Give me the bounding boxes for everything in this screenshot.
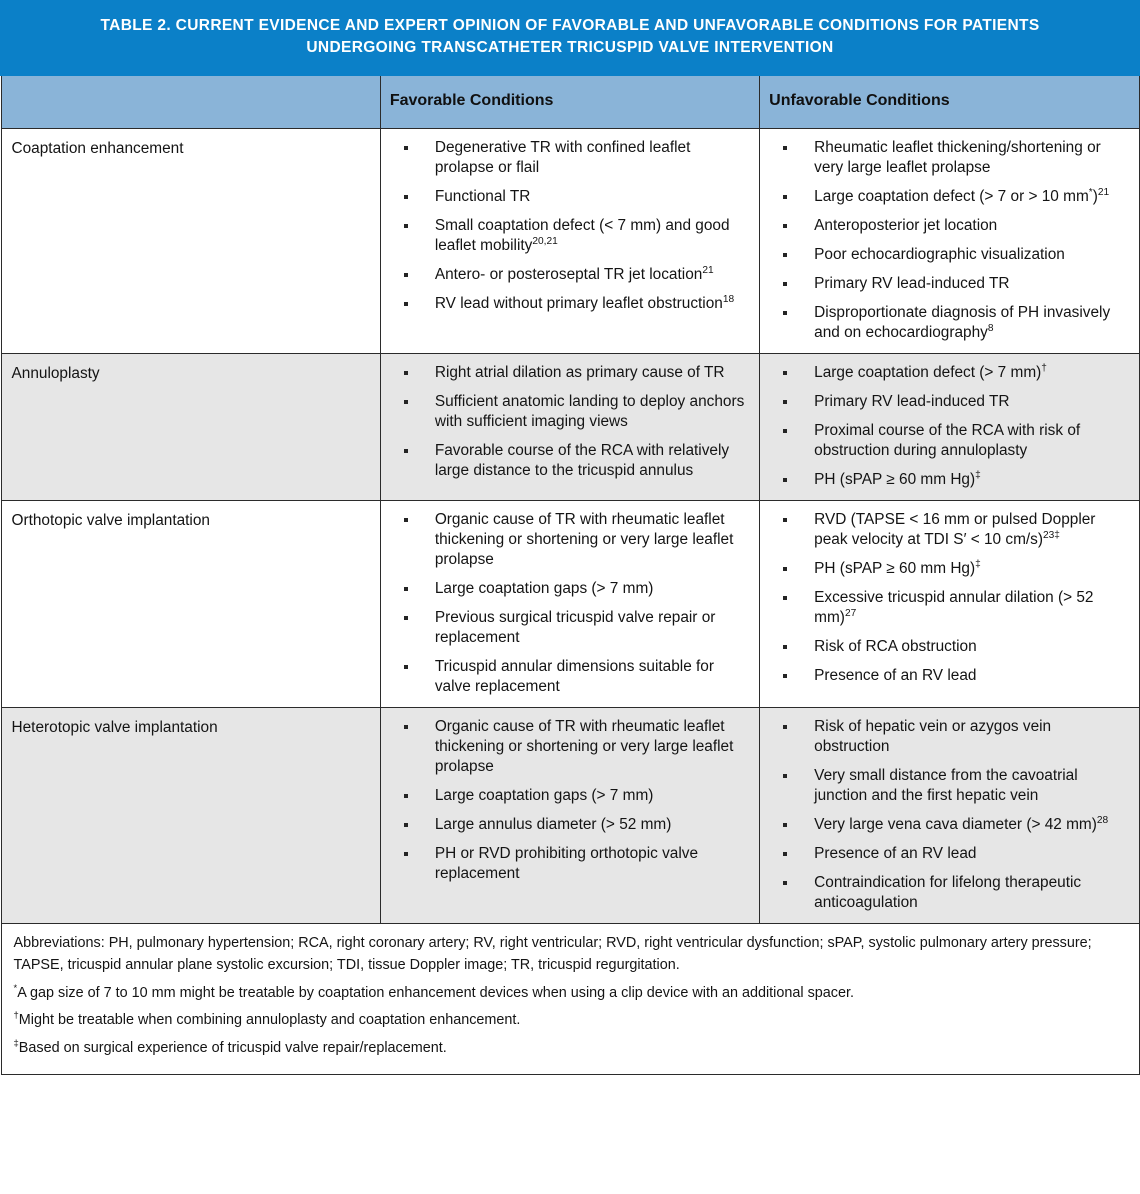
title-row	[1, 1, 1139, 75]
footnote-double-dagger: ‡Based on surgical experience of tricuspid valve repair/replacement.	[13, 1038, 447, 1056]
list-item: Contraindication for lifelong therapeutic anticoagulation	[766, 873, 1128, 913]
list-item: PH (sPAP ≥ 60 mm Hg)‡	[766, 470, 1128, 490]
footnote-asterisk: *A gap size of 7 to 10 mm might be treatable by coaptation enhancement devices when using a clip device with an additional spacer.	[13, 982, 854, 1001]
unfavorable-cell	[760, 354, 1139, 501]
table-row	[1, 129, 1139, 354]
footnotes-cell	[1, 924, 1139, 1074]
list-item: Tricuspid annular dimensions suitable for valve replacement	[387, 657, 749, 697]
unfavorable-cell	[760, 501, 1139, 708]
footnote-dagger: †Might be treatable when combining annuloplasty and coaptation enhancement.	[13, 1010, 521, 1029]
favorable-cell	[380, 501, 759, 708]
row-label: Orthotopic valve implantation	[1, 501, 380, 708]
unfavorable-list	[766, 138, 1128, 343]
list-item: Primary RV lead-induced TR	[766, 392, 1128, 412]
column-header-blank	[1, 75, 380, 129]
list-item: Large coaptation gaps (> 7 mm)	[387, 579, 749, 599]
unfavorable-list	[766, 717, 1128, 913]
table-row	[1, 354, 1139, 501]
list-item: Small coaptation defect (< 7 mm) and good leaflet mobility$^{20,21}$	[387, 216, 749, 256]
favorable-cell	[380, 129, 759, 354]
list-item: Functional TR	[387, 187, 749, 207]
list-item: Sufficient anatomic landing to deploy anchors with sufficient imaging views	[387, 392, 749, 432]
list-item: RVD (TAPSE < 16 mm or pulsed Doppler peak velocity at TDI S′ < 10 cm/s)$^{23\ddagger}$	[766, 510, 1128, 550]
favorable-list	[387, 717, 749, 884]
list-item: Organic cause of TR with rheumatic leaflet thickening or shortening or very large leaflet prolapse	[387, 510, 749, 570]
list-item: Very small distance from the cavoatrial junction and the first hepatic vein	[766, 766, 1128, 806]
list-item: Right atrial dilation as primary cause of TR	[387, 363, 749, 383]
row-label: Heterotopic valve implantation	[1, 708, 380, 924]
table-title-line-1: TABLE 2. CURRENT EVIDENCE AND EXPERT OPINION OF FAVORABLE AND UNFAVORABLE CONDITIONS FOR PATIENTS	[100, 17, 1040, 34]
list-item: PH or RVD prohibiting orthotopic valve replacement	[387, 844, 749, 884]
table-title-line-2: UNDERGOING TRANSCATHETER TRICUSPID VALVE INTERVENTION	[306, 39, 834, 56]
favorable-list	[387, 138, 749, 314]
unfavorable-list	[766, 510, 1128, 686]
list-item: Presence of an RV lead	[766, 666, 1128, 686]
row-label: Annuloplasty	[1, 354, 380, 501]
list-item: Large coaptation gaps (> 7 mm)	[387, 786, 749, 806]
table-row	[1, 708, 1139, 924]
column-header-row	[1, 75, 1139, 129]
list-item: Large coaptation defect (> 7 or > 10 mm*)$^{21}$	[766, 187, 1128, 207]
list-item: Antero- or posteroseptal TR jet location$^{21}$	[387, 265, 749, 285]
favorable-cell	[380, 708, 759, 924]
list-item: Rheumatic leaflet thickening/shortening or very large leaflet prolapse	[766, 138, 1128, 178]
table-title	[1, 1, 1139, 75]
list-item: Primary RV lead-induced TR	[766, 274, 1128, 294]
unfavorable-cell	[760, 708, 1139, 924]
list-item: Organic cause of TR with rheumatic leaflet thickening or shortening or very large leaflet prolapse	[387, 717, 749, 777]
list-item: Excessive tricuspid annular dilation (> 52 mm)$^{27}$	[766, 588, 1128, 628]
list-item: Anteroposterior jet location	[766, 216, 1128, 236]
list-item: Proximal course of the RCA with risk of obstruction during annuloplasty	[766, 421, 1128, 461]
list-item: Presence of an RV lead	[766, 844, 1128, 864]
list-item: Degenerative TR with confined leaflet prolapse or flail	[387, 138, 749, 178]
list-item: Large annulus diameter (> 52 mm)	[387, 815, 749, 835]
list-item: Risk of hepatic vein or azygos vein obstruction	[766, 717, 1128, 757]
table-body	[1, 1, 1139, 1074]
list-item: Previous surgical tricuspid valve repair or replacement	[387, 608, 749, 648]
favorable-cell	[380, 354, 759, 501]
footnote-abbreviations: Abbreviations: PH, pulmonary hypertension; RCA, right coronary artery; RV, right ventricular; RVD, right ventricular dysfunction; sPAP, systolic pulmonary artery pressure; TAPSE, tricuspid annular plane systolic excursion; TDI, tissue Doppler image; TR, tricuspid regurgitation.	[13, 935, 1092, 974]
column-header-favorable: Favorable Conditions	[380, 75, 759, 129]
list-item: Risk of RCA obstruction	[766, 637, 1128, 657]
table-row	[1, 501, 1139, 708]
list-item: Poor echocardiographic visualization	[766, 245, 1128, 265]
list-item: Large coaptation defect (> 7 mm)†	[766, 363, 1128, 383]
unfavorable-list	[766, 363, 1128, 490]
list-item: Very large vena cava diameter (> 42 mm)$^{28}$	[766, 815, 1128, 835]
row-label: Coaptation enhancement	[1, 129, 380, 354]
unfavorable-cell	[760, 129, 1139, 354]
favorable-list	[387, 363, 749, 481]
column-header-unfavorable: Unfavorable Conditions	[760, 75, 1139, 129]
footnotes-row	[1, 924, 1139, 1074]
favorable-list	[387, 510, 749, 697]
list-item: RV lead without primary leaflet obstruction$^{18}$	[387, 294, 749, 314]
list-item: Favorable course of the RCA with relatively large distance to the tricuspid annulus	[387, 441, 749, 481]
list-item: PH (sPAP ≥ 60 mm Hg)‡	[766, 559, 1128, 579]
list-item: Disproportionate diagnosis of PH invasively and on echocardiography$^8$	[766, 303, 1128, 343]
